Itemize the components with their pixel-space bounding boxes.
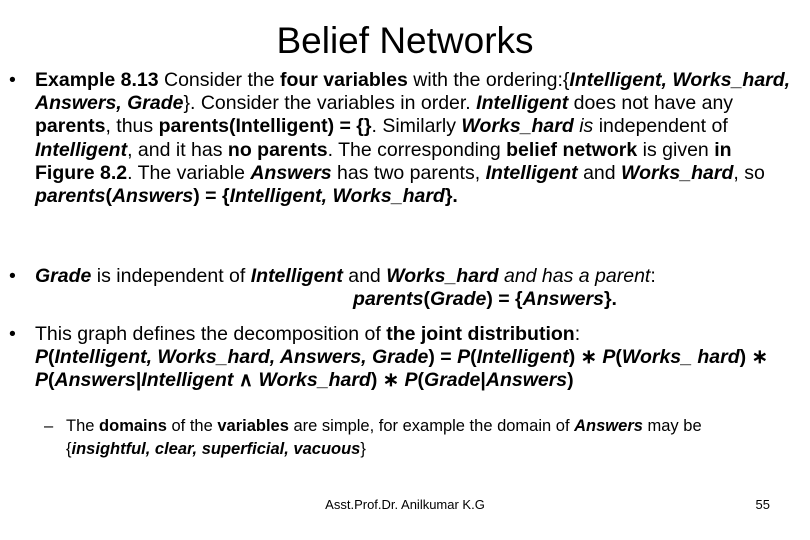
- text-run: (: [48, 369, 55, 392]
- text-run: the joint distribution: [386, 323, 575, 345]
- text-run: :: [650, 265, 656, 287]
- bullet-decomposition-text: [35, 323, 580, 345]
- text-run: The: [66, 417, 100, 435]
- subbullet-domains: [44, 415, 786, 460]
- text-run: Answers: [485, 369, 568, 392]
- text-run: is given: [637, 138, 715, 161]
- text-run: (: [48, 346, 55, 369]
- page-number: 55: [755, 497, 770, 512]
- bullet-example: [9, 69, 795, 208]
- text-run: P: [457, 346, 471, 369]
- text-run: ) ∗: [739, 346, 768, 369]
- dash-glyph: –: [44, 417, 54, 435]
- text-run: has two parents,: [331, 161, 486, 184]
- text-run: are simple, for example the domain of: [288, 417, 575, 435]
- text-run: , so: [733, 161, 765, 184]
- text-run: variables: [217, 417, 289, 435]
- text-run: . The variable: [127, 161, 251, 184]
- text-run: Intelligent: [476, 346, 569, 369]
- bullet-glyph: •: [9, 323, 16, 345]
- text-run: ) = {: [486, 288, 523, 311]
- text-run: Works_hard: [386, 265, 499, 287]
- text-run: }: [360, 439, 366, 458]
- text-run: Works_hard: [621, 161, 734, 184]
- text-run: . Similarly: [371, 115, 462, 138]
- text-run: Answers: [522, 288, 604, 311]
- text-run: independent of: [598, 115, 728, 138]
- text-run: (: [615, 346, 622, 369]
- text-run: . The corresponding: [327, 138, 507, 161]
- text-run: Works_hard: [461, 115, 574, 138]
- text-run: Intelligent: [476, 92, 569, 115]
- text-run: Intelligent: [485, 161, 578, 184]
- text-run: Answers: [54, 369, 136, 392]
- text-run: no parents: [227, 138, 328, 161]
- text-run: P: [35, 346, 49, 369]
- text-run: in Figure 8.2: [35, 138, 732, 184]
- text-run: does not have any: [568, 92, 734, 115]
- subbullet-domains-text: [66, 417, 702, 458]
- text-run: (: [470, 346, 477, 369]
- text-run: P: [35, 369, 49, 392]
- text-run: P: [404, 369, 418, 392]
- text-run: P: [602, 346, 616, 369]
- text-run: Intelligent, Works_hard, Answers, Grade: [54, 346, 429, 369]
- slide-title: Belief Networks: [276, 20, 534, 61]
- text-run: (: [417, 369, 425, 392]
- text-run: Intelligent, Works_hard, Answers, Grade: [35, 69, 791, 115]
- text-run: domains: [99, 417, 167, 435]
- text-run: Works_ hard: [621, 346, 740, 369]
- parents-grade-formula: [35, 288, 795, 311]
- text-run: Intelligent: [250, 265, 343, 287]
- footer-author: Asst.Prof.Dr. Anilkumar K.G: [325, 497, 485, 512]
- text-run: parents: [35, 185, 106, 208]
- text-run: |: [135, 369, 142, 392]
- text-run: }.: [603, 288, 617, 311]
- text-run: Grade: [429, 288, 487, 311]
- text-run: four variables: [279, 69, 414, 91]
- bullet-example-text: [35, 69, 790, 207]
- text-run: Intelligent: [35, 138, 128, 161]
- text-run: }. Consider the variables in order.: [183, 92, 477, 115]
- text-run: insightful, clear, superficial, vacuous: [71, 439, 361, 458]
- text-run: belief network: [506, 138, 638, 161]
- text-run: ∧: [233, 369, 259, 392]
- text-run: Answers: [574, 417, 643, 435]
- bullet-glyph: •: [9, 69, 16, 91]
- text-run: Answers: [250, 161, 332, 184]
- text-run: is: [573, 115, 599, 138]
- text-run: (: [105, 185, 112, 208]
- text-run: with the ordering:{: [413, 69, 570, 91]
- text-run: (: [423, 288, 430, 311]
- text-run: Grade: [35, 265, 92, 287]
- text-run: ) = {: [193, 185, 230, 208]
- text-run: of the: [166, 417, 218, 435]
- text-run: Example 8.13: [35, 69, 164, 91]
- text-run: Works_hard: [258, 369, 371, 392]
- text-run: Answers: [111, 185, 194, 208]
- text-run: }.: [444, 185, 458, 208]
- bullet-glyph: •: [9, 265, 16, 287]
- bullet-grade: [9, 265, 795, 311]
- text-run: ) ∗: [568, 346, 603, 369]
- text-run: ) =: [428, 346, 458, 369]
- text-run: , thus: [105, 115, 159, 138]
- text-run: Intelligent: [141, 369, 234, 392]
- bullet-grade-text: [35, 265, 656, 287]
- joint-distribution-formula: [35, 346, 768, 391]
- text-run: |: [480, 369, 486, 392]
- text-run: This graph defines the decomposition of: [35, 323, 387, 345]
- bullet-decomposition: [9, 323, 795, 393]
- text-run: parents: [35, 115, 106, 138]
- text-run: Grade: [424, 369, 481, 392]
- text-run: parents: [353, 288, 424, 311]
- text-run: , and it has: [127, 138, 228, 161]
- text-run: ): [567, 369, 574, 392]
- text-run: may be {: [66, 417, 702, 458]
- text-run: parents(Intelligent) = {}: [158, 115, 372, 138]
- text-run: and: [577, 161, 622, 184]
- text-run: is independent of: [91, 265, 251, 287]
- text-run: :: [574, 323, 581, 345]
- text-run: and has a parent: [498, 265, 651, 287]
- text-run: Intelligent, Works_hard: [229, 185, 445, 208]
- text-run: and: [342, 265, 387, 287]
- text-run: Consider the: [164, 69, 280, 91]
- text-run: ) ∗: [370, 369, 405, 392]
